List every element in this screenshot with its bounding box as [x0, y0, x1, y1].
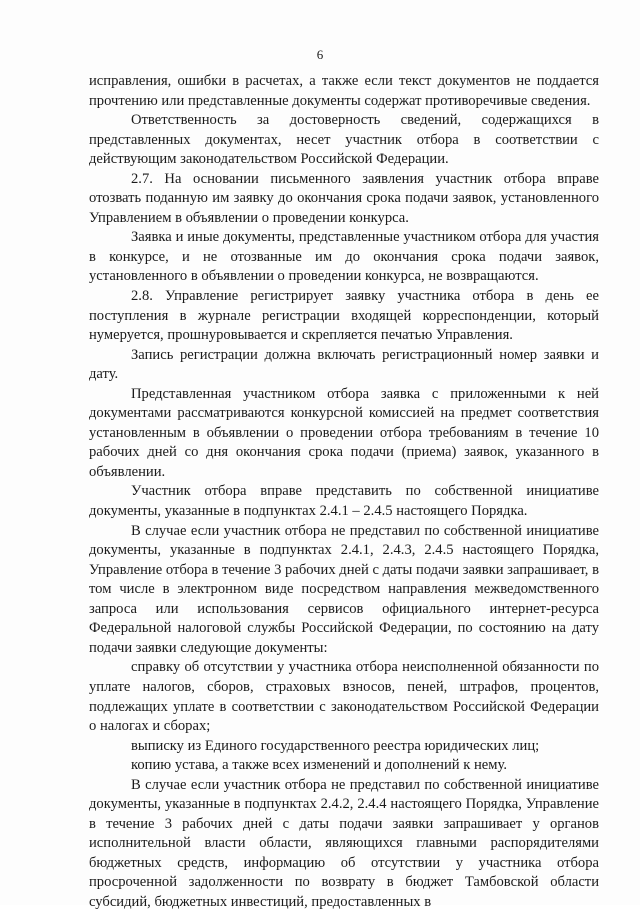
paragraph: 2.8. Управление регистрирует заявку участника отбора в день ее поступления в журнале регистрации входящей корреспонденции, который нумеруется, прошнуровывается и скрепляется печатью Управления.: [89, 288, 599, 344]
paragraph: Представленная участником отбора заявка с приложенными к ней документами рассматриваются конкурсной комиссией на предмет соответствия установленным в объявлении о проведении отбора требованиям в течение 10 рабочих дней со дня окончания срока подачи (приема) заявок, указанного в объявлении.: [89, 385, 599, 480]
page-number: 6: [316, 47, 324, 62]
paragraph: Заявка и иные документы, представленные участником отбора для участия в конкурсе, и не отозванные им до окончания срока подачи заявок, установленного в объявлении о проведении конкурса, не возвращаются.: [89, 229, 599, 285]
paragraph: Ответственность за достоверность сведений, содержащихся в представленных документах, несет участник отбора в соответствии с действующим законодательством Российской Федерации.: [89, 112, 599, 168]
paragraph: Запись регистрации должна включать регистрационный номер заявки и дату.: [89, 346, 599, 383]
paragraph: справку об отсутствии у участника отбора неисполненной обязанности по уплате налогов, сборов, страховых взносов, пеней, штрафов, процентов, подлежащих уплате в соответствии с законодательством Российской Федерации о налогах и сборах;: [89, 659, 599, 735]
paragraph: В случае если участник отбора не представил по собственной инициативе документы, указанные в подпунктах 2.4.1, 2.4.3, 2.4.5 настоящего Порядка, Управление отбора в течение 3 рабочих дней с даты подачи заявки запрашивает, в том числе в электронном виде посредством направления межведомственного запроса или использования сервисов официального интернет-ресурса Федеральной налоговой службы Российской Федерации, по состоянию на дату подачи заявки следующие документы:: [89, 522, 599, 656]
paragraph: В случае если участник отбора не представил по собственной инициативе документы, указанные в подпунктах 2.4.2, 2.4.4 настоящего Порядка, Управление в течение 3 рабочих дней с даты подачи заявки запрашивает у органов исполнительной власти области, являющихся главными распорядителями бюджетных средств, информацию об отсутствии у участника отбора просроченной задолженности по возврату в бюджет Тамбовской области субсидий, бюджетных инвестиций, предоставленных в: [89, 776, 599, 910]
paragraph: исправления, ошибки в расчетах, а также если текст документов не поддается прочтению или представленные документы содержат противоречивые сведения.: [89, 73, 599, 109]
paragraph: 2.7. На основании письменного заявления участник отбора вправе отозвать поданную им заявку до окончания срока подачи заявок, установленного Управлением в объявлении о проведении конкурса.: [89, 170, 599, 226]
paragraph: копию устава, а также всех изменений и дополнений к нему.: [131, 757, 507, 774]
paragraph: выписку из Единого государственного реестра юридических лиц;: [131, 737, 540, 754]
paragraph: Участник отбора вправе представить по собственной инициативе документы, указанные в подпунктах 2.4.1 – 2.4.5 настоящего Порядка.: [89, 483, 599, 520]
body-text: [89, 72, 599, 913]
